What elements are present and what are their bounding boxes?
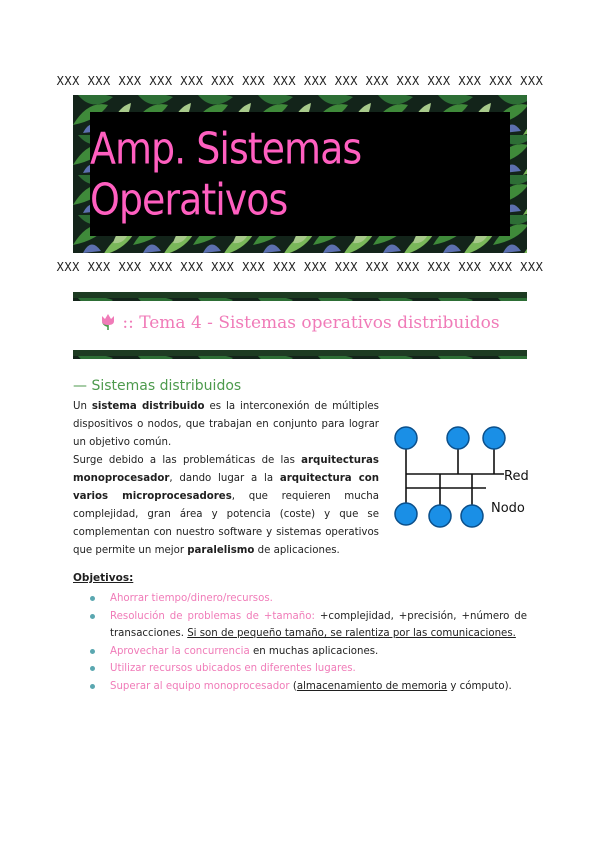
- x-pattern-top: XXX XXX XXX XXX XXX XXX XXX XXX XXX XXX XXX XXX XXX XXX XXX XXX: [56, 74, 544, 88]
- objectives-list: [90, 590, 527, 695]
- paragraph-origin: [73, 452, 379, 560]
- title-banner: [73, 95, 527, 253]
- list-item: [90, 643, 527, 661]
- topic-prefix: ::: [122, 313, 140, 333]
- bold-term: sistema distribuido: [91, 401, 205, 412]
- topic-title: Tema 4 - Sistemas operativos distribuidos: [139, 313, 500, 333]
- text: Utilizar recursos ubicados en diferentes lugares.: [110, 663, 356, 674]
- text: , que requieren mucha complejidad, gran área y potencia (coste) y que se complementan con nuestro software y sistemas operativos que permite un mejor: [73, 491, 379, 556]
- list-item: [90, 678, 527, 696]
- leaf-strip-bottom: [73, 350, 527, 359]
- bullet-icon: [90, 614, 95, 619]
- node-top-1: [395, 427, 417, 449]
- text: Un: [73, 401, 92, 412]
- text: (: [289, 680, 297, 692]
- node-top-3: [483, 427, 505, 449]
- section-title: — Sistemas distribuidos: [73, 378, 242, 394]
- leaf-strip-top: [73, 292, 527, 301]
- node-top-2: [447, 427, 469, 449]
- bold-term: arquitectura con varios microprocesadores: [73, 473, 379, 502]
- title-box: [90, 112, 510, 236]
- text: y cómputo).: [447, 680, 512, 692]
- node-bottom-3: [461, 505, 483, 527]
- bullet-icon: [90, 684, 95, 689]
- text: Surge debido a las problemáticas de las: [73, 455, 302, 466]
- paragraph-definition: [73, 398, 379, 452]
- text: Resolución de problemas de +tamaño:: [110, 610, 315, 622]
- text: es la interconexión de múltiples dispositivos o nodos, que trabajan en conjunto para lograr un objetivo común.: [73, 401, 379, 448]
- bold-term: paralelismo: [187, 545, 255, 556]
- text: en muchas aplicaciones.: [249, 645, 379, 657]
- list-item: [90, 660, 527, 678]
- bullet-icon: [90, 649, 95, 654]
- text: Superar al equipo monoprocesador: [110, 680, 290, 692]
- text: Ahorrar tiempo/dinero/recursos.: [110, 593, 273, 604]
- underlined-text: Si son de pequeño tamaño, se ralentiza por las comunicaciones.: [187, 628, 516, 639]
- label-red: Red: [504, 469, 529, 484]
- document-title: Amp. Sistemas Operativos: [90, 123, 362, 225]
- list-item: [90, 590, 527, 608]
- tulip-icon: [100, 313, 116, 336]
- text: , dando lugar a la: [169, 473, 280, 484]
- underlined-text: almacenamiento de memoria: [296, 680, 448, 692]
- x-pattern-bottom: XXX XXX XXX XXX XXX XXX XXX XXX XXX XXX XXX XXX XXX XXX XXX XXX: [56, 260, 544, 274]
- node-bottom-2: [429, 505, 451, 527]
- text: +complejidad, +precisión, +número de transacciones.: [110, 610, 527, 639]
- text: de aplicaciones.: [254, 545, 340, 556]
- list-item: [90, 608, 527, 643]
- bullet-icon: [90, 596, 95, 601]
- label-nodo: Nodo: [491, 501, 525, 516]
- node-bottom-1: [395, 503, 417, 525]
- topic-heading: [73, 313, 527, 336]
- text: Aprovechar la concurrencia: [110, 645, 250, 657]
- network-diagram: [388, 420, 530, 532]
- bold-term: arquitecturas monoprocesador: [73, 455, 379, 484]
- bullet-icon: [90, 666, 95, 671]
- objectives-title: Objetivos:: [73, 572, 134, 584]
